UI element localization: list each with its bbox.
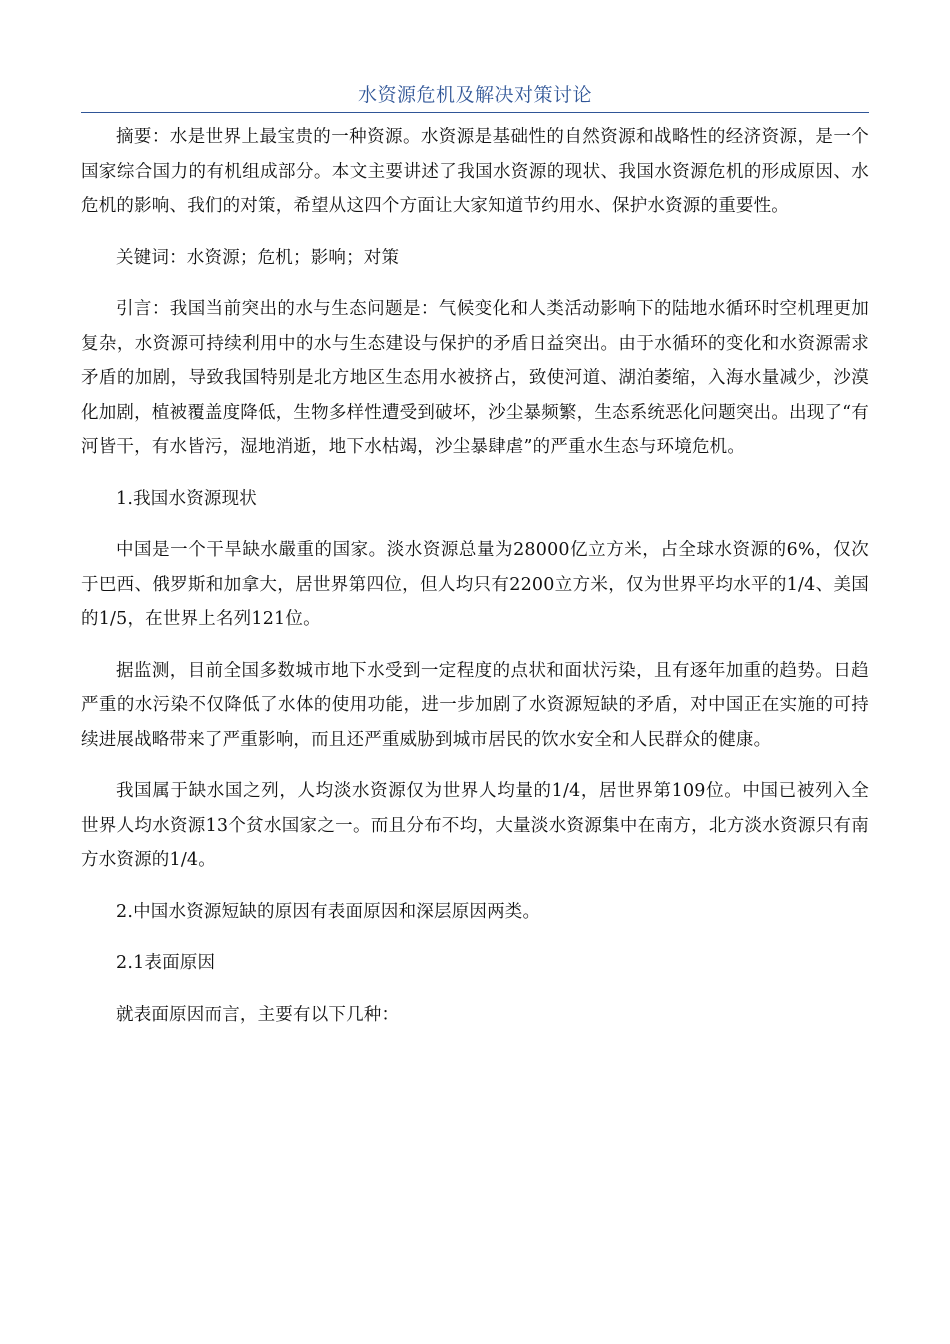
keywords-paragraph: 关键词：水资源；危机；影响；对策 [116,247,400,268]
status-paragraph-2: 据监测，目前全国多数城市地下水受到一定程度的点状和面状污染，且有逐年加重的趋势。日趋严重的水污染不仅降低了水体的使用功能，进一步加剧了水资源短缺的矛盾，对中国正在实施的可持续进展战略带来了严重影响，而且还严重威胁到城市居民的饮水安全和人民群众的健康。 [81,660,869,750]
surface-reasons-paragraph: 就表面原因而言，主要有以下几种： [116,1004,400,1025]
document-title: 水资源危机及解决对策讨论 [357,84,592,106]
section-heading-1: 1.我国水资源现状 [116,488,257,509]
title-bar [81,82,869,113]
status-paragraph-1: 中国是一个干旱缺水嚴重的国家。淡水资源总量为28000亿立方米，占全球水资源的6%，仅次于巴西、俄罗斯和加拿大，居世界第四位，但人均只有2200立方米，仅为世界平均水平的1/4、美国的1/5，在世界上名列121位。 [81,540,869,629]
document-body [81,120,869,1049]
introduction-paragraph: 引言：我国当前突出的水与生态问题是：气候变化和人类活动影响下的陆地水循环时空机理更加复杂，水资源可持续利用中的水与生态建设与保护的矛盾日益突出。由于水循环的变化和水资源需求矛盾的加剧，导致我国特别是北方地区生态用水被挤占，致使河道、湖泊萎缩，入海水量减少，沙漠化加剧，植被覆盖度降低，生物多样性遭受到破坏，沙尘暴频繁，生态系统恶化问题突出。出现了“有河皆干，有水皆污，湿地消逝，地下水枯竭，沙尘暴肆虐”的严重水生态与环境危机。 [81,299,869,457]
abstract-paragraph: 摘要：水是世界上最宝贵的一种资源。水资源是基础性的自然资源和战略性的经济资源，是一个国家综合国力的有机组成部分。本文主要讲述了我国水资源的现状、我国水资源危机的形成原因、水危机的影响、我们的对策，希望从这四个方面让大家知道节约用水、保护水资源的重要性。 [81,127,869,216]
section-heading-2: 2.中国水资源短缺的原因有表面原因和深层原因两类。 [116,901,541,922]
status-paragraph-3: 我国属于缺水国之列，人均淡水资源仅为世界人均量的1/4，居世界第109位。中国已被列入全世界人均水资源13个贫水国家之一。而且分布不均，大量淡水资源集中在南方，北方淡水资源只有南方水资源的1/4。 [81,781,869,870]
subsection-heading-2-1: 2.1表面原因 [116,953,216,973]
